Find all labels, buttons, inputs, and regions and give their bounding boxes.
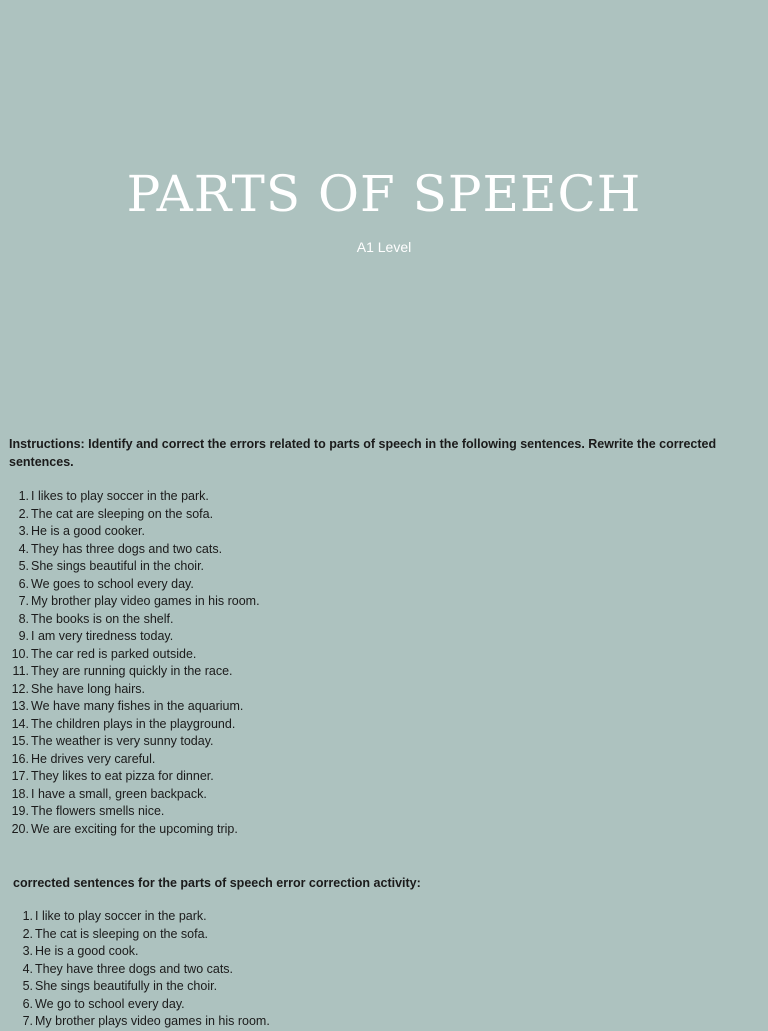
sentence-text: She have long hairs. [31, 681, 145, 696]
sentence-text: We have many fishes in the aquarium. [31, 699, 244, 713]
list-item: 7. My brother plays video games in his room. [22, 1014, 270, 1028]
list-item: 3. He is a good cook. [22, 944, 139, 958]
list-item: 16. He drives very careful. [11, 751, 156, 766]
list-item: 6. We goes to school every day. [18, 576, 194, 591]
list-item: 2. The cat is sleeping on the sofa. [22, 926, 209, 941]
instructions-text: Instructions: Identify and correct the errors related to parts of speech in the following sentences. Rewrite the corrected sentences. [9, 437, 717, 469]
sentence-text: They have three dogs and two cats. [35, 961, 234, 976]
list-item: 6. We go to school every day. [22, 996, 185, 1011]
sentence-text: The cat is sleeping on the sofa. [35, 926, 209, 941]
sentence-text: I like to play soccer in the park. [35, 909, 207, 923]
list-item: 2. The cat are sleeping on the sofa. [18, 506, 214, 521]
list-item: 4. They have three dogs and two cats. [22, 961, 234, 976]
sentence-text: I am very tiredness today. [31, 629, 174, 643]
sentence-text: I likes to play soccer in the park. [31, 489, 209, 503]
list-item: 1. I likes to play soccer in the park. [18, 489, 209, 503]
sentence-text: He drives very careful. [31, 751, 156, 766]
sentence-text: They are running quickly in the race. [31, 664, 233, 678]
sentence-text: The children plays in the playground. [31, 716, 236, 731]
list-item: 7. My brother play video games in his room. [18, 594, 260, 608]
sentence-text: She sings beautifully in the choir. [35, 979, 218, 993]
list-item: 10. The car red is parked outside. [11, 646, 197, 661]
sentence-text: They has three dogs and two cats. [31, 541, 223, 556]
sentence-text: He is a good cooker. [31, 524, 145, 538]
sentence-text: My brother play video games in his room. [31, 594, 260, 608]
sentence-text: My brother plays video games in his room. [35, 1014, 270, 1028]
list-item: 19. The flowers smells nice. [11, 804, 165, 818]
error-sentence-list [0, 488, 260, 838]
list-item: 17. They likes to eat pizza for dinner. [11, 769, 214, 783]
list-item: 20. We are exciting for the upcoming trip. [11, 821, 238, 836]
corrected-sentence-list [0, 908, 270, 1031]
sentence-text: She sings beautiful in the choir. [31, 559, 205, 573]
sentence-text: The cat are sleeping on the sofa. [31, 506, 214, 521]
list-item: 14. The children plays in the playground. [11, 716, 236, 731]
sentence-text: We goes to school every day. [31, 576, 194, 591]
page-subtitle: A1 Level [356, 239, 412, 255]
sentence-text: They likes to eat pizza for dinner. [31, 769, 214, 783]
list-item: 5. She sings beautiful in the choir. [18, 559, 205, 573]
list-item: 13. We have many fishes in the aquarium. [11, 699, 244, 713]
sentence-text: The weather is very sunny today. [31, 734, 214, 748]
list-item: 11. They are running quickly in the race. [12, 664, 233, 678]
sentence-text: I have a small, green backpack. [31, 786, 207, 801]
list-item: 8. The books is on the shelf. [18, 611, 174, 626]
list-item: 5. She sings beautifully in the choir. [22, 979, 218, 993]
list-item: 1. I like to play soccer in the park. [22, 909, 207, 923]
sentence-text: The flowers smells nice. [31, 804, 165, 818]
sentence-text: The car red is parked outside. [31, 646, 197, 661]
list-item: 3. He is a good cooker. [18, 524, 145, 538]
sentence-text: He is a good cook. [35, 944, 139, 958]
list-item: 15. The weather is very sunny today. [11, 734, 214, 748]
list-item: 4. They has three dogs and two cats. [18, 541, 223, 556]
corrected-section-heading: corrected sentences for the parts of speech error correction activity: [13, 876, 421, 890]
sentence-text: We are exciting for the upcoming trip. [31, 821, 238, 836]
list-item: 12. She have long hairs. [11, 681, 145, 696]
list-item: 9. I am very tiredness today. [18, 629, 174, 643]
page-title: PARTS OF SPEECH [126, 165, 642, 223]
sentence-text: We go to school every day. [35, 996, 185, 1011]
sentence-text: The books is on the shelf. [31, 611, 174, 626]
list-item: 18. I have a small, green backpack. [11, 786, 207, 801]
